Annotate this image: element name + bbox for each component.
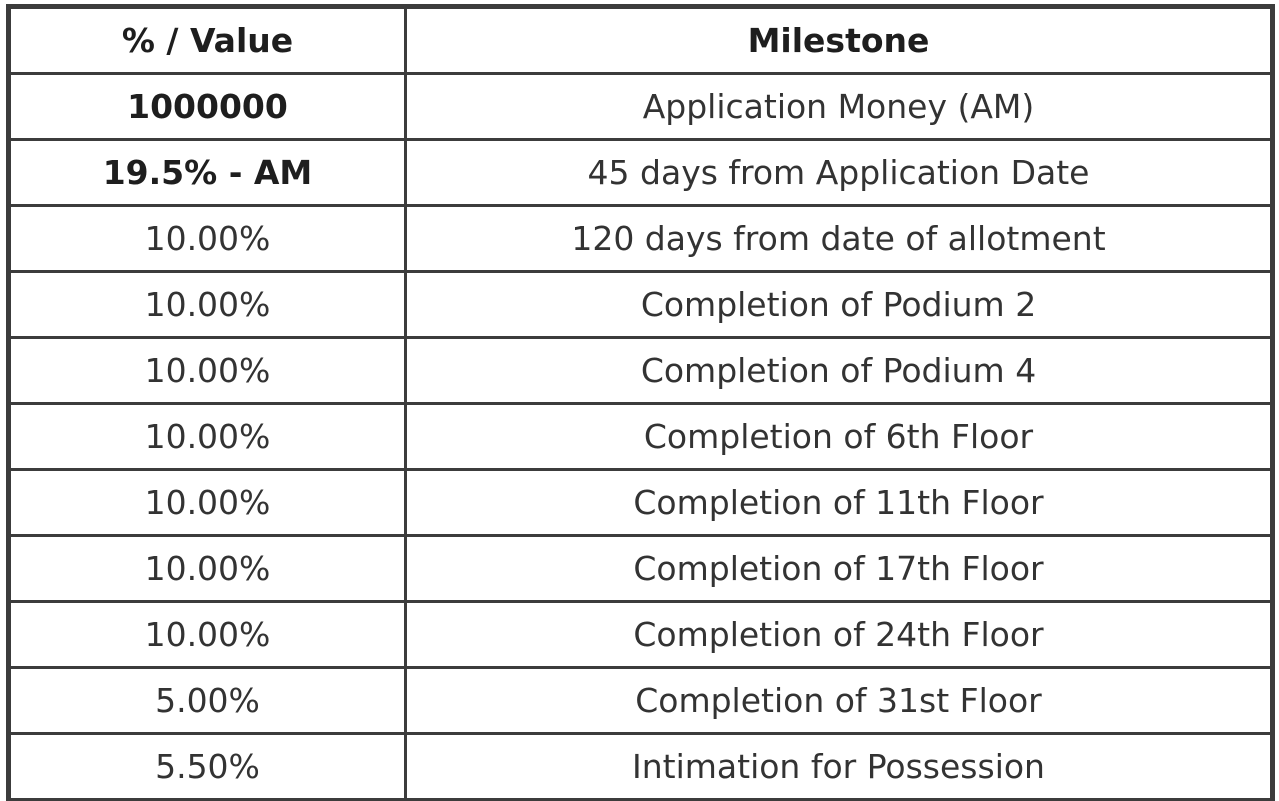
cell-milestone: 120 days from date of allotment [406, 206, 1272, 272]
cell-milestone: Application Money (AM) [406, 74, 1272, 140]
cell-value: 10.00% [10, 536, 406, 602]
cell-value: 10.00% [10, 602, 406, 668]
table-row [10, 470, 1272, 536]
cell-milestone: Completion of Podium 4 [406, 338, 1272, 404]
cell-value: 10.00% [10, 470, 406, 536]
payment-schedule-table [8, 6, 1273, 801]
cell-value: 10.00% [10, 206, 406, 272]
header-value: % / Value [10, 8, 406, 74]
table-row [10, 404, 1272, 470]
cell-milestone: Completion of 24th Floor [406, 602, 1272, 668]
cell-milestone: 45 days from Application Date [406, 140, 1272, 206]
cell-milestone: Completion of 17th Floor [406, 536, 1272, 602]
table-row [10, 734, 1272, 800]
cell-value: 10.00% [10, 404, 406, 470]
table-row [10, 74, 1272, 140]
table-row [10, 602, 1272, 668]
cell-value: 19.5% - AM [10, 140, 406, 206]
table-row [10, 206, 1272, 272]
cell-value: 10.00% [10, 272, 406, 338]
cell-milestone: Completion of Podium 2 [406, 272, 1272, 338]
cell-value: 5.00% [10, 668, 406, 734]
table-row [10, 536, 1272, 602]
table-row [10, 668, 1272, 734]
header-milestone: Milestone [406, 8, 1272, 74]
cell-milestone: Completion of 6th Floor [406, 404, 1272, 470]
table-row [10, 338, 1272, 404]
cell-value: 10.00% [10, 338, 406, 404]
cell-milestone: Completion of 11th Floor [406, 470, 1272, 536]
table-header-row [10, 8, 1272, 74]
table-row [10, 272, 1272, 338]
table-row [10, 140, 1272, 206]
cell-milestone: Intimation for Possession [406, 734, 1272, 800]
cell-milestone: Completion of 31st Floor [406, 668, 1272, 734]
cell-value: 5.50% [10, 734, 406, 800]
cell-value: 1000000 [10, 74, 406, 140]
